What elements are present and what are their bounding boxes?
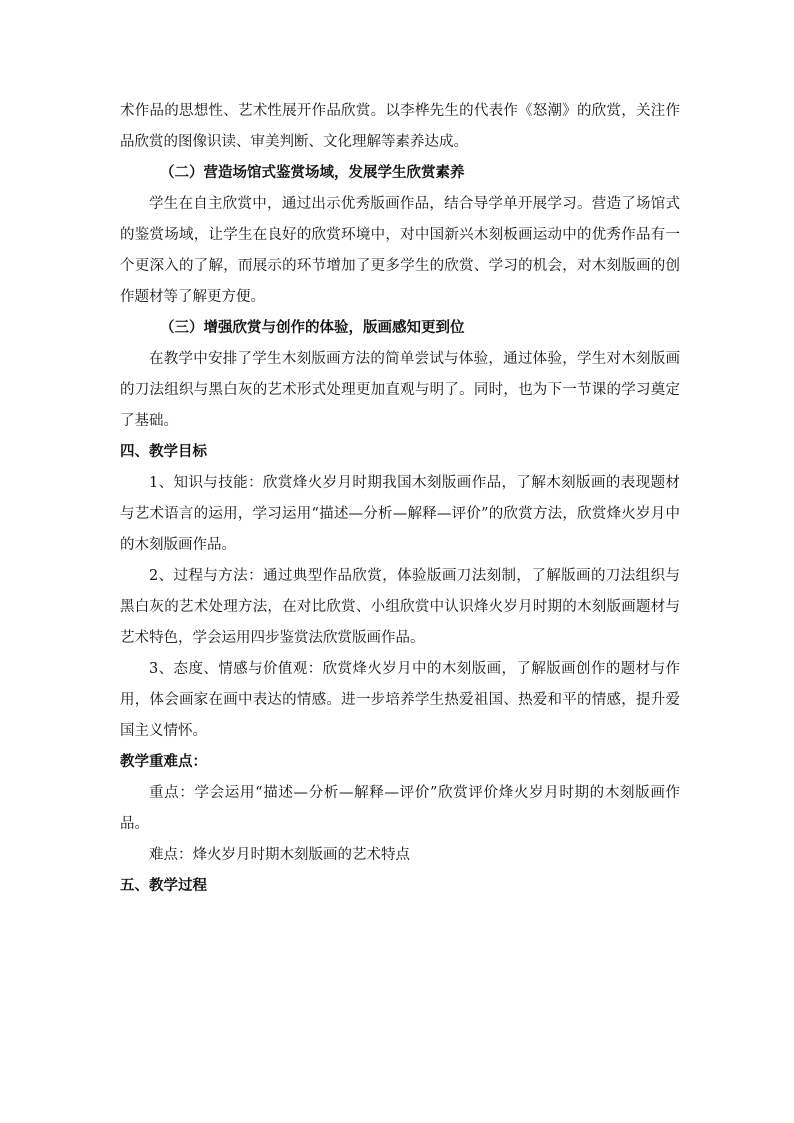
section-heading-key-points: 教学重难点： xyxy=(120,754,207,770)
paragraph-continuation: 术作品的思想性、艺术性展开作品欣赏。以李桦先生的代表作《怒潮》的欣赏，关注作品欣赏的图像识读、审美判断、文化理解等素养达成。 xyxy=(120,103,680,150)
objective-attitude-values: 3、态度、情感与价值观：欣赏烽火岁月中的木刻版画，了解版画创作的题材与作用，体会画家在画中表达的情感。进一步培养学生热爱祖国、热爱和平的情感，提升爱国主义情怀。 xyxy=(120,661,680,739)
section-heading-objectives: 四、教学目标 xyxy=(120,444,207,460)
key-point-focus: 重点：学会运用“描述—分析—解释—评价”欣赏评价烽火岁月时期的木刻版画作品。 xyxy=(120,785,680,832)
objective-knowledge-skills: 1、知识与技能：欣赏烽火岁月时期我国木刻版画作品，了解木刻版画的表现题材与艺术语言的运用，学习运用“描述—分析—解释—评价”的欣赏方法，欣赏烽火岁月中的木刻版画作品。 xyxy=(120,475,680,553)
key-point-difficulty: 难点：烽火岁月时期木刻版画的艺术特点 xyxy=(149,847,410,863)
document-body xyxy=(120,96,680,902)
subheading-exhibition-field: （二）营造场馆式鉴赏场域，发展学生欣赏素养 xyxy=(160,165,465,181)
paragraph-experience: 在教学中安排了学生木刻版画方法的简单尝试与体验，通过体验，学生对木刻版画的刀法组织与黑白灰的艺术形式处理更加直观与明了。同时，也为下一节课的学习奠定了基础。 xyxy=(120,351,680,429)
subheading-experience: （三）增强欣赏与创作的体验，版画感知更到位 xyxy=(160,320,465,336)
paragraph-exhibition-field: 学生在自主欣赏中，通过出示优秀版画作品，结合导学单开展学习。营造了场馆式的鉴赏场域，让学生在良好的欣赏环境中，对中国新兴木刻板画运动中的优秀作品有一个更深入的了解，而展示的环节增加了更多学生的欣赏、学习的机会，对木刻版画的创作题材等了解更方便。 xyxy=(120,196,680,305)
section-heading-process: 五、教学过程 xyxy=(120,878,207,894)
objective-process-methods: 2、过程与方法：通过典型作品欣赏，体验版画刀法刻制，了解版画的刀法组织与黑白灰的艺术处理方法，在对比欣赏、小组欣赏中认识烽火岁月时期的木刻版画题材与艺术特色，学会运用四步鉴赏法欣赏版画作品。 xyxy=(120,568,680,646)
